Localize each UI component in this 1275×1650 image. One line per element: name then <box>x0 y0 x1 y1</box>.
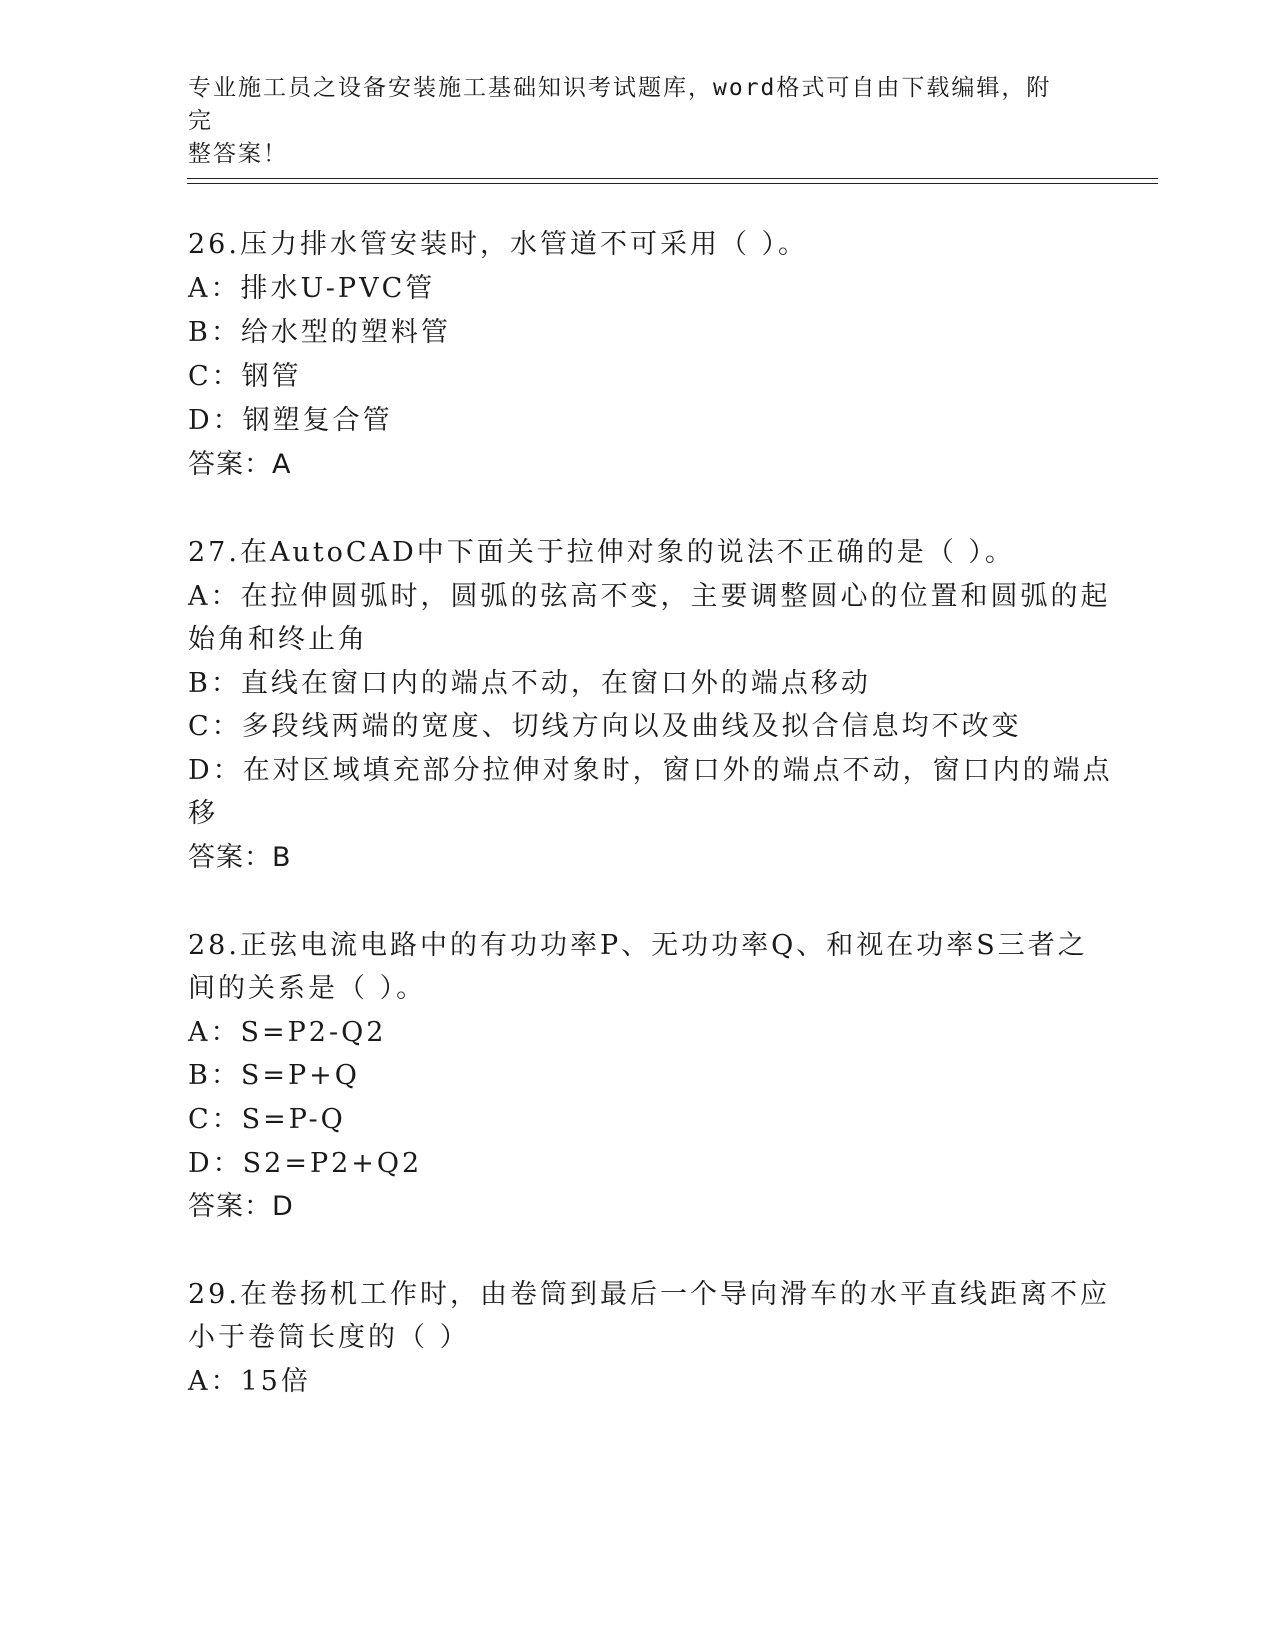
header-divider-bottom <box>187 183 1158 184</box>
answer-label: 答案：B <box>188 842 292 873</box>
option-b: B：S=P+Q <box>188 1060 360 1091</box>
option-d: D：S2=P2+Q2 <box>188 1148 423 1179</box>
document-header <box>188 72 1068 171</box>
option-c: C：S=P-Q <box>188 1104 346 1135</box>
option-d: D：在对区域填充部分拉伸对象时，窗口外的端点不动，窗口内的端点 <box>188 755 1113 786</box>
option-c: C：多段线两端的宽度、切线方向以及曲线及拟合信息均不改变 <box>188 711 1022 742</box>
header-divider-top <box>187 178 1158 179</box>
answer-label: 答案：A <box>188 449 292 480</box>
question-stem: 27.在AutoCAD中下面关于拉伸对象的说法不正确的是（ ）。 <box>188 537 1015 568</box>
question-stem-continued: 小于卷筒长度的（ ） <box>188 1322 470 1353</box>
option-d: D：钢塑复合管 <box>188 405 393 436</box>
answer-label: 答案：D <box>188 1191 294 1222</box>
option-a: A：排水U-PVC管 <box>188 273 436 304</box>
option-a-continued: 始角和终止角 <box>188 624 368 655</box>
option-b: B：直线在窗口内的端点不动，在窗口外的端点移动 <box>188 668 871 699</box>
question-stem-continued: 间的关系是（ ）。 <box>188 973 427 1004</box>
question-stem: 28.正弦电流电路中的有功功率P、无功功率Q、和视在功率S三者之 <box>188 930 1088 961</box>
option-a: A：15倍 <box>188 1366 311 1397</box>
header-line-1: 专业施工员之设备安装施工基础知识考试题库，word格式可自由下载编辑，附完 <box>188 75 1052 134</box>
question-stem: 29.在卷扬机工作时，由卷筒到最后一个导向滑车的水平直线距离不应 <box>188 1279 1110 1310</box>
option-a: A：在拉伸圆弧时，圆弧的弦高不变，主要调整圆心的位置和圆弧的起 <box>188 581 1111 612</box>
option-d-continued: 移 <box>188 798 218 829</box>
option-b: B：给水型的塑料管 <box>188 317 451 348</box>
option-a: A：S=P2-Q2 <box>188 1017 387 1048</box>
option-c: C：钢管 <box>188 361 302 392</box>
question-stem: 26.压力排水管安装时，水管道不可采用（ ）。 <box>188 229 809 260</box>
header-line-2: 整答案！ <box>188 141 288 167</box>
